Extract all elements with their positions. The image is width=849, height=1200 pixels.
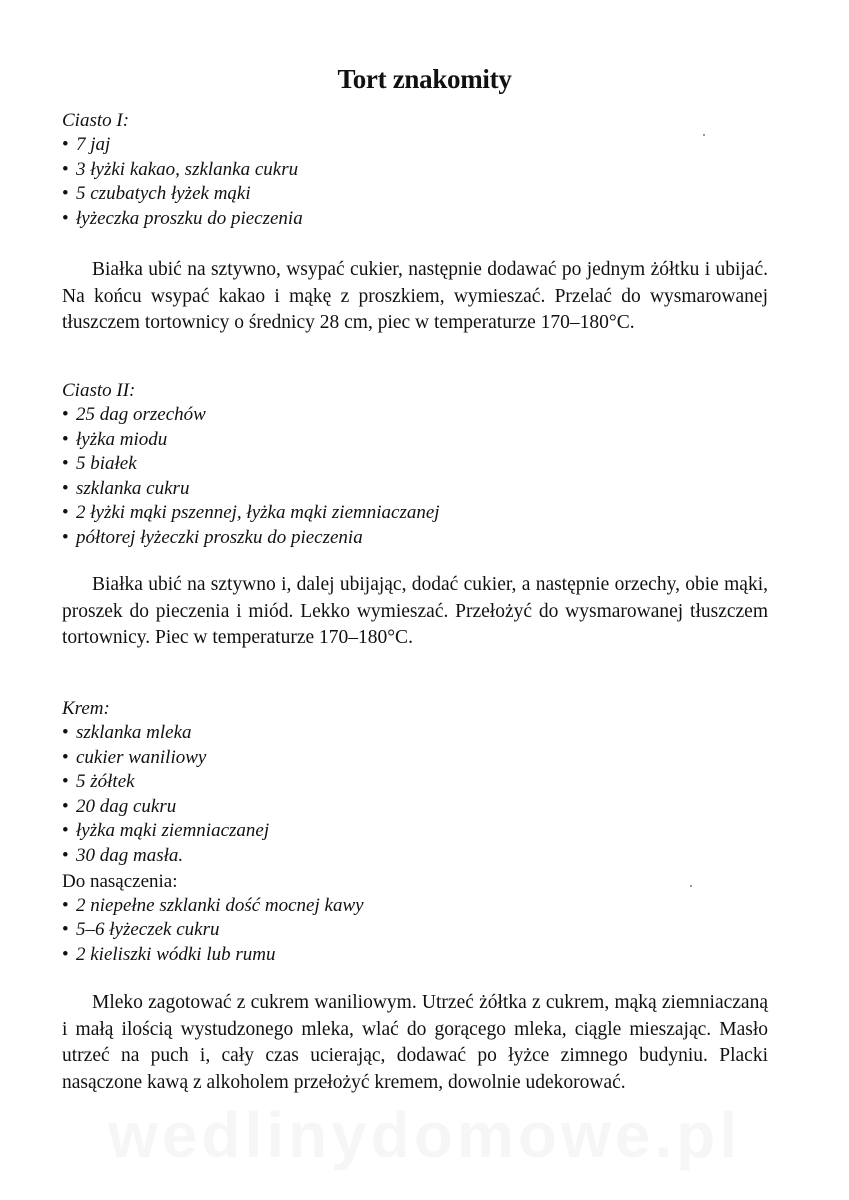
ciasto-2-instructions: Białka ubić na sztywno i, dalej ubijając, dodać cukier, a następnie orzechy, obie mąki, proszek do pieczenia i miód. Lekko wymieszać. Przełożyć do wysmarowanej tłuszczem tortownicy. Piec w temperaturze 170–180°C. [62,574,768,648]
ciasto-2-section [62,378,772,551]
krem-ingredient-list [62,721,772,869]
list-item: • 5–6 łyżeczek cukru [62,918,772,943]
ciasto-2-ingredient-list [62,403,772,551]
list-item: • 7 jaj [62,133,772,158]
list-item: • łyżka miodu [62,428,772,453]
ciasto-1-instructions: Białka ubić na sztywno, wsypać cukier, następnie dodawać po jednym żółtku i ubijać. Na końcu wsypać kakao i mąkę z proszkiem, wymieszać. Przelać do wysmarowanej tłuszczem tortownicy o średnicy 28 cm, piec w temperaturze 170–180°C. [62,259,768,333]
bullet-icon: • [62,943,69,965]
list-item: • 2 niepełne szklanki dość mocnej kawy [62,894,772,919]
bullet-icon: • [62,771,69,793]
list-item: • 25 dag orzechów [62,403,772,428]
list-item: • szklanka mleka [62,721,772,746]
watermark [0,1098,849,1172]
bullet-icon: • [62,795,69,817]
krem-section [62,696,772,967]
krem-heading: Krem: [62,698,110,719]
list-item: • łyżka mąki ziemniaczanej [62,819,772,844]
bullet-icon: • [62,722,69,743]
bullet-icon: • [62,919,69,941]
ciasto-1-heading: Ciasto I: [62,110,130,131]
bullet-icon: • [62,207,69,229]
scan-speck [690,885,692,887]
bullet-icon: • [62,746,69,768]
list-item: • 2 kieliszki wódki lub rumu [62,943,772,968]
list-item: • półtorej łyżeczki proszku do pieczenia [62,526,772,551]
bullet-icon: • [62,844,69,866]
list-item: • cukier waniliowy [62,746,772,771]
bullet-icon: • [62,820,69,842]
ciasto-1-section [62,108,772,231]
list-item: • 20 dag cukru [62,795,772,820]
ciasto-2-heading: Ciasto II: [62,380,136,401]
list-item: • 5 czubatych łyżek mąki [62,182,772,207]
bullet-icon: • [62,526,69,548]
bullet-icon: • [62,183,69,205]
list-item: • łyżeczka proszku do pieczenia [62,207,772,232]
list-item: • szklanka cukru [62,477,772,502]
bullet-icon: • [62,404,69,425]
bullet-icon: • [62,158,69,180]
list-item: • 3 łyżki kakao, szklanka cukru [62,158,772,183]
krem-instructions: Mleko zagotować z cukrem waniliowym. Utrzeć żółtka z cukrem, mąką ziemniaczaną i małą ilością wystudzonego mleka, wlać do gorącego mleka, ciągle mieszając. Masło utrzeć na puch i, cały czas ucierając, dodawać po łyżce zimnego budyniu. Placki nasączone kawą z alkoholem przełożyć kremem, dowolnie udekorować. [62,992,768,1093]
bullet-icon: • [62,477,69,499]
recipe-title: Tort znakomity [337,64,512,94]
bullet-icon: • [62,894,69,916]
list-item: • 2 łyżki mąki pszennej, łyżka mąki ziemniaczanej [62,501,772,526]
bullet-icon: • [62,428,69,450]
nasaczenie-heading: Do nasączenia: [62,870,178,892]
list-item: • 30 dag masła. [62,844,772,869]
ciasto-1-ingredient-list [62,133,772,231]
scan-speck [703,134,705,136]
list-item: • 5 białek [62,452,772,477]
bullet-icon: • [62,134,69,155]
list-item: • 5 żółtek [62,770,772,795]
nasaczenie-ingredient-list [62,894,772,968]
bullet-icon: • [62,502,69,524]
bullet-icon: • [62,453,69,475]
